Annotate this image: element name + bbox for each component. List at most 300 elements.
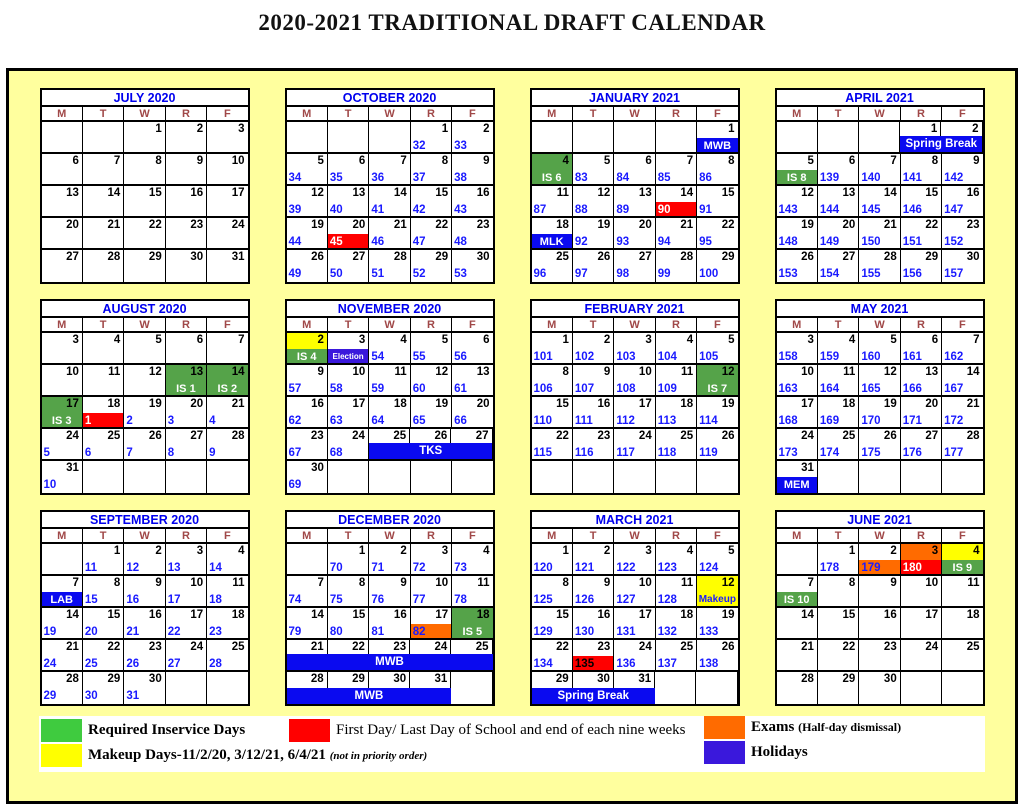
- day-cell: [901, 186, 942, 216]
- day-cell: [207, 544, 247, 574]
- day-number: [777, 544, 817, 560]
- day-cell: [166, 333, 207, 363]
- day-number: [287, 544, 327, 560]
- weekday-header-cell: R: [411, 529, 452, 542]
- event-badge: [83, 381, 123, 395]
- day-number: 3: [238, 123, 245, 135]
- day-cell: [573, 544, 614, 574]
- day-cell: [452, 218, 492, 248]
- event-badge: [166, 688, 206, 704]
- week-row: [532, 122, 738, 154]
- event-badge: IS 8: [777, 170, 817, 184]
- day-cell: [287, 608, 328, 638]
- event-badge: [777, 656, 817, 670]
- weekday-header-cell: T: [818, 529, 859, 542]
- day-count: 48: [454, 236, 467, 248]
- weekday-header-cell: T: [573, 318, 614, 331]
- weekday-header-cell: M: [287, 107, 328, 120]
- day-count: 123: [657, 562, 677, 574]
- event-badge: [83, 349, 123, 363]
- day-cell: [207, 365, 247, 395]
- day-number: 22: [352, 641, 365, 653]
- day-count: 47: [412, 236, 426, 248]
- week-row: [42, 365, 248, 397]
- event-badge: [207, 202, 247, 216]
- day-number: 2: [483, 123, 490, 135]
- day-number: [614, 122, 654, 138]
- day-count: 84: [616, 172, 630, 184]
- day-number: 31: [434, 673, 448, 685]
- day-number: 7: [72, 577, 79, 589]
- day-cell: [369, 397, 410, 427]
- day-cell: [573, 154, 614, 184]
- day-cell: [124, 429, 165, 459]
- day-number: 27: [638, 251, 652, 263]
- day-count: 93: [616, 236, 630, 248]
- day-count: 113: [657, 415, 677, 427]
- day-cell: [166, 608, 207, 638]
- event-badge: [166, 138, 206, 152]
- day-number: [369, 461, 409, 477]
- event-badge: [124, 381, 164, 395]
- day-number: 27: [475, 430, 489, 442]
- day-cell: [42, 154, 83, 184]
- event-badge: [614, 477, 654, 493]
- calendar-row: [9, 510, 1015, 706]
- day-cell: [901, 250, 942, 282]
- day-count: 86: [699, 172, 712, 184]
- day-count: 153: [778, 268, 798, 280]
- day-count: 25: [84, 658, 98, 670]
- day-count: 88: [574, 204, 588, 216]
- day-number: 1: [358, 545, 366, 557]
- day-number: 3: [441, 545, 449, 557]
- legend-label: Holidays: [751, 744, 808, 760]
- day-number: 18: [107, 398, 121, 410]
- day-count: 145: [861, 204, 881, 216]
- weekday-header-cell: R: [411, 318, 452, 331]
- day-cell: [777, 154, 818, 184]
- day-cell: [42, 576, 83, 606]
- event-badge: [573, 477, 613, 493]
- day-number: 7: [238, 334, 245, 346]
- day-number: [818, 461, 858, 477]
- event-badge: [859, 138, 899, 152]
- day-cell: [859, 397, 900, 427]
- week-row: [287, 218, 493, 250]
- day-cell: [697, 250, 737, 282]
- day-cell: [369, 608, 410, 638]
- month-march-2021: [530, 510, 740, 706]
- weekday-header-cell: W: [124, 318, 165, 331]
- weekday-header-row: [42, 107, 248, 122]
- day-number: 17: [801, 398, 814, 410]
- day-cell: [859, 608, 900, 638]
- day-count: 116: [574, 447, 594, 459]
- day-number: 10: [638, 577, 652, 589]
- event-badge: [166, 170, 206, 184]
- day-cell: [124, 218, 165, 248]
- event-badge: [42, 381, 82, 395]
- day-count: 55: [412, 351, 426, 363]
- day-number: 11: [394, 366, 407, 378]
- day-number: 23: [597, 430, 611, 442]
- day-cell: [573, 461, 614, 493]
- day-number: 19: [435, 398, 449, 410]
- day-cell: [818, 122, 859, 152]
- day-count: 92: [574, 236, 588, 248]
- event-badge: [42, 170, 82, 184]
- day-cell: [411, 218, 452, 248]
- week-row: [287, 608, 493, 640]
- day-number: 22: [435, 219, 449, 231]
- day-number: 26: [801, 251, 814, 263]
- day-count: 36: [371, 172, 385, 184]
- day-number: 20: [842, 219, 856, 231]
- event-span: Spring Break: [900, 136, 982, 152]
- day-count: 143: [778, 204, 798, 216]
- day-count: 130: [574, 626, 595, 638]
- event-badge: [942, 477, 982, 493]
- day-cell: [411, 122, 452, 152]
- day-count: 89: [616, 204, 630, 216]
- day-cell: [124, 186, 165, 216]
- day-number: 8: [728, 155, 735, 167]
- weekday-header-cell: M: [777, 107, 818, 120]
- day-number: 14: [680, 187, 694, 199]
- event-span: Spring Break: [532, 688, 656, 704]
- week-row: [532, 154, 738, 186]
- day-number: 26: [148, 430, 162, 442]
- day-cell: [942, 576, 982, 606]
- day-cell: [901, 544, 942, 574]
- day-number: [859, 122, 899, 138]
- day-number: 21: [231, 398, 245, 410]
- day-number: 31: [801, 462, 814, 474]
- day-number: 13: [925, 366, 939, 378]
- weekday-header-cell: T: [328, 318, 369, 331]
- day-number: 22: [842, 641, 856, 653]
- day-number: 1: [113, 545, 121, 557]
- event-badge: [124, 202, 164, 216]
- day-cell: [166, 186, 207, 216]
- event-badge: [83, 234, 123, 248]
- day-cell: [656, 154, 697, 184]
- week-row: [777, 461, 983, 493]
- event-badge: [207, 266, 247, 282]
- day-cell: [532, 461, 573, 493]
- day-cell: [411, 397, 452, 427]
- day-number: 7: [400, 155, 407, 167]
- day-count: 167: [944, 383, 964, 395]
- weekday-header-cell: R: [901, 107, 942, 120]
- day-cell: [124, 122, 165, 152]
- day-count: 120: [533, 562, 553, 574]
- day-cell: [287, 122, 328, 152]
- day-cell: [411, 250, 452, 282]
- month-december-2020: [285, 510, 495, 706]
- weekday-header-cell: W: [859, 107, 900, 120]
- event-badge: MLK: [532, 234, 572, 248]
- day-number: 10: [231, 155, 245, 167]
- day-count: 148: [778, 236, 798, 248]
- day-number: 25: [842, 430, 856, 442]
- day-count: 14: [209, 562, 222, 574]
- day-cell: [207, 429, 247, 459]
- day-cell: [411, 608, 452, 638]
- day-count: 142: [944, 172, 964, 184]
- day-count: 139: [819, 172, 840, 184]
- day-number: 15: [352, 609, 366, 621]
- day-number: 23: [148, 641, 162, 653]
- day-count: 133: [699, 626, 719, 638]
- day-number: 1: [155, 123, 162, 135]
- day-count: 127: [616, 594, 636, 606]
- week-row: [287, 186, 493, 218]
- day-cell: [452, 186, 492, 216]
- day-cell: [859, 576, 900, 606]
- day-cell: [696, 672, 737, 704]
- weekday-header-cell: T: [83, 107, 124, 120]
- day-number: 13: [842, 187, 856, 199]
- day-cell: [83, 544, 124, 574]
- legend-item: [41, 719, 245, 742]
- week-row: [287, 365, 493, 397]
- day-number: 22: [556, 430, 569, 442]
- event-badge: [124, 266, 164, 282]
- day-cell: [573, 397, 614, 427]
- day-cell: [656, 544, 697, 574]
- legend-item: [704, 716, 901, 739]
- day-cell: [818, 544, 859, 574]
- event-badge: [859, 688, 899, 704]
- event-badge: [777, 688, 817, 704]
- weekday-header-cell: F: [713, 108, 721, 120]
- day-count: 75: [329, 594, 343, 606]
- day-number: 30: [148, 673, 162, 685]
- day-cell: [818, 429, 859, 459]
- day-number: 18: [452, 608, 492, 624]
- day-number: 24: [352, 430, 365, 442]
- day-number: 30: [966, 251, 980, 263]
- weekday-header-cell: M: [777, 529, 818, 542]
- day-cell: [452, 250, 492, 282]
- day-cell: [83, 333, 124, 363]
- day-number: 23: [966, 219, 980, 231]
- day-number: 29: [555, 673, 569, 685]
- day-count: 19: [43, 626, 57, 638]
- day-cell: [328, 218, 369, 248]
- day-cell: [901, 218, 942, 248]
- weekday-header-cell: W: [124, 107, 165, 120]
- day-number: 3: [901, 544, 941, 560]
- day-cell: [451, 672, 492, 704]
- weekday-header-cell: W: [614, 529, 655, 542]
- day-count: 70: [329, 562, 343, 574]
- weekday-header-cell: W: [124, 529, 165, 542]
- day-count: 160: [861, 351, 881, 363]
- day-number: [451, 672, 491, 688]
- day-cell: [369, 461, 410, 493]
- legend-label: Required Inservice Days: [88, 722, 246, 738]
- event-badge: [124, 234, 164, 248]
- day-cell: [656, 186, 697, 216]
- month-november-2020: [285, 299, 495, 495]
- event-badge: [818, 477, 858, 493]
- day-number: 5: [890, 334, 897, 346]
- weekday-header-cell: T: [83, 529, 124, 542]
- legend-swatch: [704, 741, 745, 764]
- day-number: 1: [728, 123, 735, 135]
- day-cell: [656, 576, 697, 606]
- day-number: 25: [107, 430, 121, 442]
- day-cell: [124, 333, 165, 363]
- weekday-header-cell: T: [818, 318, 859, 331]
- day-cell: [614, 397, 655, 427]
- day-cell: [777, 461, 818, 493]
- event-badge: [818, 656, 858, 670]
- day-cell: [207, 640, 247, 670]
- weekday-header-cell: M: [42, 318, 83, 331]
- day-number: 16: [597, 398, 611, 410]
- day-cell: [207, 154, 247, 184]
- weekday-header-cell: F: [713, 319, 721, 331]
- day-count: 44: [288, 236, 302, 248]
- week-row: [777, 365, 983, 397]
- weekday-header-cell: F: [468, 108, 476, 120]
- day-cell: [83, 218, 124, 248]
- week-row: [532, 640, 738, 672]
- day-cell: [328, 154, 369, 184]
- week-row: [532, 333, 738, 365]
- day-cell: [859, 365, 900, 395]
- day-count: 59: [371, 383, 385, 395]
- day-number: 15: [842, 609, 856, 621]
- day-number: 6: [358, 155, 366, 167]
- day-count: 79: [288, 626, 302, 638]
- day-cell: [901, 154, 942, 184]
- day-count: 106: [533, 383, 553, 395]
- day-count: 173: [778, 447, 798, 459]
- day-number: 31: [66, 462, 79, 474]
- week-row: [287, 461, 493, 493]
- day-cell: [818, 672, 859, 704]
- week-row: [777, 250, 983, 282]
- day-count: 8: [167, 447, 175, 459]
- day-number: 28: [107, 251, 121, 263]
- day-number: [166, 461, 206, 477]
- day-number: 16: [883, 609, 897, 621]
- event-badge: [818, 592, 858, 606]
- day-count: 18: [209, 594, 222, 606]
- day-count: 128: [657, 594, 677, 606]
- day-cell: [166, 365, 207, 395]
- event-badge: [166, 349, 206, 363]
- day-number: 25: [475, 641, 489, 653]
- day-cell: [532, 122, 573, 152]
- event-badge: MWB: [697, 138, 737, 152]
- weekday-header-cell: M: [287, 318, 328, 331]
- day-cell: [859, 640, 900, 670]
- day-number: 11: [680, 366, 694, 378]
- day-cell: [859, 250, 900, 282]
- weekday-header-cell: M: [532, 529, 573, 542]
- day-number: 18: [842, 398, 856, 410]
- day-cell: [287, 365, 328, 395]
- day-count: 76: [371, 594, 385, 606]
- day-number: 25: [680, 641, 694, 653]
- weekday-header-row: [42, 318, 248, 333]
- day-number: 23: [597, 641, 611, 653]
- day-number: 10: [190, 577, 204, 589]
- day-cell: [83, 640, 124, 670]
- day-number: 24: [638, 641, 652, 653]
- event-span: TKS: [369, 443, 493, 459]
- day-cell: [777, 429, 818, 459]
- day-count: 91: [699, 204, 712, 216]
- day-count: 94: [657, 236, 671, 248]
- day-number: 3: [72, 334, 79, 346]
- event-span: MWB: [287, 654, 493, 670]
- day-number: 30: [393, 673, 407, 685]
- day-count: 137: [657, 658, 677, 670]
- day-number: 8: [848, 577, 856, 589]
- day-number: 24: [434, 641, 448, 653]
- day-number: 24: [638, 430, 652, 442]
- day-number: 10: [801, 366, 814, 378]
- day-cell: [777, 186, 818, 216]
- month-title: FEBRUARY 2021: [532, 301, 738, 318]
- day-number: 11: [556, 187, 569, 199]
- day-number: 21: [66, 641, 79, 653]
- day-cell: [83, 429, 124, 459]
- day-count: 90: [656, 202, 696, 216]
- day-count: 58: [329, 383, 343, 395]
- day-count: 107: [574, 383, 595, 395]
- day-number: [777, 122, 817, 138]
- legend-label: Exams (Half-day dismissal): [751, 719, 902, 735]
- event-badge: [124, 170, 164, 184]
- day-cell: [369, 154, 410, 184]
- weekday-header-cell: T: [573, 529, 614, 542]
- day-cell: [697, 461, 737, 493]
- event-badge: [451, 688, 491, 704]
- day-number: 5: [441, 334, 449, 346]
- day-cell: [328, 397, 369, 427]
- month-june-2021: [775, 510, 985, 706]
- day-number: [697, 461, 737, 477]
- weekday-header-cell: R: [411, 107, 452, 120]
- day-cell: [901, 429, 942, 459]
- day-count: 158: [778, 351, 798, 363]
- day-count: 10: [43, 479, 57, 491]
- week-row: [42, 429, 248, 461]
- event-badge: [942, 592, 982, 606]
- day-cell: [328, 122, 369, 152]
- week-row: [532, 365, 738, 397]
- weekday-header-row: [532, 529, 738, 544]
- day-cell: [207, 186, 247, 216]
- day-cell: [124, 397, 165, 427]
- day-cell: [901, 333, 942, 363]
- day-number: 30: [190, 251, 204, 263]
- day-cell: [656, 333, 697, 363]
- day-number: 25: [966, 641, 980, 653]
- day-cell: [573, 250, 614, 282]
- day-cell: [452, 397, 492, 427]
- day-number: 13: [352, 187, 366, 199]
- day-count: 161: [902, 351, 922, 363]
